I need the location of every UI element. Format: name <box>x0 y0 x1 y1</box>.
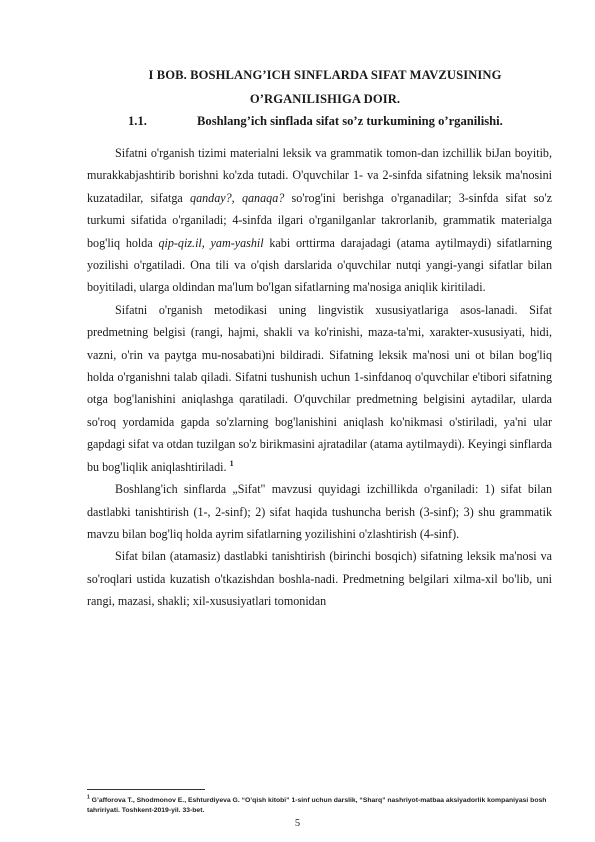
paragraph-1-italic-examples: qip-qiz.il, yam-yashil <box>158 235 264 250</box>
paragraph-2 <box>87 299 552 478</box>
paragraph-1-italic-questions: qanday?, qanaqa? <box>190 190 285 205</box>
paragraph-3 <box>87 478 552 545</box>
paragraph-1-text-e: kabi orttirma darajadagi (atama aytilmaydi) sifatlarning yozilishi o'rgatiladi. Ona tili va o'qish darslarida o'quvchilar nutqi yangi-yangi sifatlar bilan boyitiladi, ularga oldindan ma'lum bo'lgan sifatlarning ma'nosiga aniqlik kiritiladi. <box>87 235 552 295</box>
paragraph-4-text: Sifat bilan (atamasiz) dastlabki tanishtirish (birinchi bosqich) sifatning leksik ma'nosi va so'roqlari ustida kuzatish o'tkazishdan boshla-nadi. Predmetning belgilari xilma-xil bo'lib, uni rangi, mazasi, shakli; xil-xususiyatlari tomonidan <box>87 549 552 609</box>
section-heading <box>128 111 568 131</box>
footnote-marker: 1 <box>87 794 90 801</box>
section-number: 1.1. <box>128 114 147 128</box>
chapter-title: I BOB. BOSHLANG’ICH SINFLARDA SIFAT MAVZUSINING O’RGANILISHIGA DOIR. <box>148 68 502 106</box>
body-text <box>87 142 552 613</box>
paragraph-1-text-c: so'rog'ini berishga o'rganadilar; 3-sinfda sifat so'z turkumi sifatida o'rganiladi; 4-sinfda ilgari o'rganilganlar takrorlanib, grammatik materialga bog'liq holda <box>87 190 552 250</box>
paragraph-1 <box>87 142 552 299</box>
paragraph-1-text-a: Sifatni o'rganish tizimi materialni leksik va grammatik tomon-dan izchillik biJan boyitib, murakkabjashtirib borishni ko'zda tutadi. O'quvchilar 1- va 2-sinfda sifatning leksik ma'nosini kuzatadilar, sifatga <box>87 146 552 205</box>
paragraph-2-text: Sifatni o'rganish metodikasi uning lingvistik xususiyatlariga asos-lanadi. Sifat predmetning belgisi (rangi, hajmi, shakli va ko'rinishi, maza-ta'mi, xarakter-xususiyati, hidi, vazni, o'rin va paytga mu-nosabati)ni bildiradi. Sifatning leksik ma'nosi uni ot bilan bog'liq holda o'rganishni talab qiladi. Sifatni tushunish uchun 1-sinfdanoq o'quvchilar e'tibori sifatning otga bog'lanishini aniqlashga qaratiladi. O'quvchilar predmetning belgisini aytadilar, ularda so'roq yordamida gapda so'zlarning bog'lanishini aniqlash ko'nikmasi o'stiriladi, ya'ni ular gapdagi sifat va otdan tuzilgan so'z birikmasini ajratadilar (atama aytilmaydi). Keyingi sinflarda bu bog'liqlik aniqlashtiriladi. <box>87 302 552 474</box>
footnote-text: G’afforova T., Shodmonov E., Eshturdiyeva G. “O’qish kitobi” 1-sinf uchun darslik, “Sharq” nashriyot-matbaa aksiyadorlik kompaniyasi bosh tahririyati. Toshkent-2019-yil. 33-bet. <box>87 797 547 814</box>
section-title: Boshlang’ich sinflada sifat so’z turkumining o’rganilishi. <box>197 114 503 128</box>
footnote-ref[interactable]: 1 <box>229 458 234 468</box>
paragraph-3-text: Boshlang'ich sinflarda „Sifat" mavzusi quyidagi izchillikda o'rganiladi: 1) sifat bilan dastlabki tanishtirish (1-, 2-sinf); 2) sifat haqida tushuncha berish (3-sinf); 3) shu grammatik mavzu bilan bog'liq holda ayrim sifatlarning yozilishini o'zlashtirish (4-sinf). <box>87 482 552 541</box>
footnote <box>87 796 552 816</box>
page-number: 5 <box>294 818 301 829</box>
paragraph-4 <box>87 545 552 612</box>
footnote-divider <box>87 789 205 790</box>
